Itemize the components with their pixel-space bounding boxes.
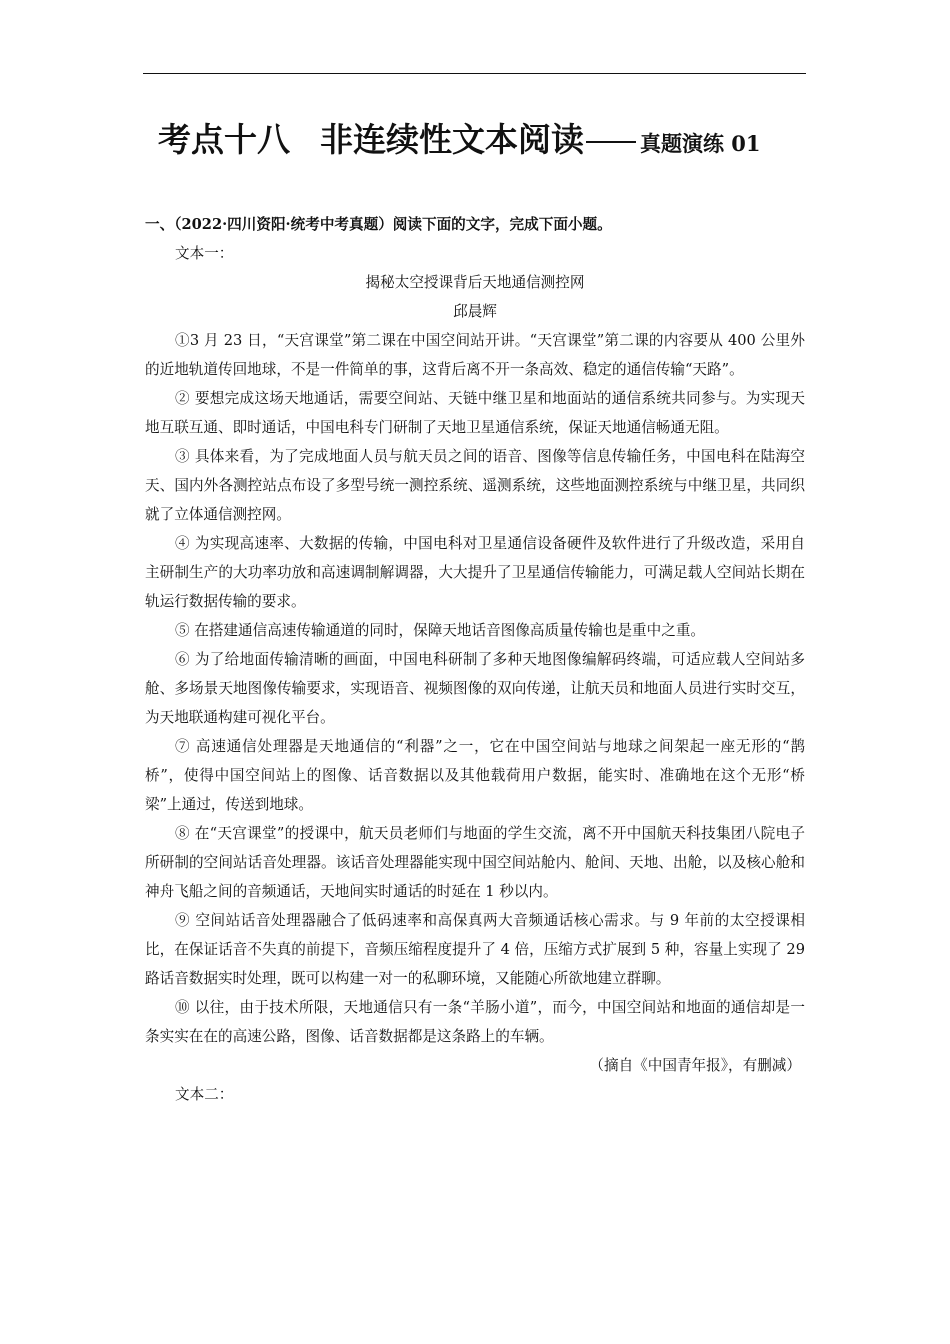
paragraph: ⑦ 高速通信处理器是天地通信的“利器”之一，它在中国空间站与地球之间架起一座无形的“鹊桥”，使得中国空间站上的图像、话音数据以及其他载荷用户数据，能实时、准确地在这个无形“桥梁”上通过，传送到地球。 (145, 738, 805, 813)
title-dash (586, 141, 636, 143)
title-name: 非连续性文本阅读 (320, 120, 584, 159)
text-two-label: 文本二： (175, 1086, 234, 1103)
document-body (145, 210, 805, 1109)
question-heading: 一、（2022·四川资阳·统考中考真题）阅读下面的文字，完成下面小题。 (145, 216, 612, 233)
text-one-label: 文本一： (175, 245, 234, 262)
header-rule (143, 73, 806, 74)
paragraph: ④ 为实现高速率、大数据的传输，中国电科对卫星通信设备硬件及软件进行了升级改造，采用自主研制生产的大功率功放和高速调制解调器，大大提升了卫星通信传输能力，可满足载人空间站长期在轨运行数据传输的要求。 (145, 535, 805, 610)
paragraph: ⑨ 空间站话音处理器融合了低码速率和高保真两大音频通话核心需求。与 9 年前的太空授课相比，在保证话音不失真的前提下，音频压缩程度提升了 4 倍，压缩方式扩展到 5 种，容量上实现了 29 路话音数据实时处理，既可以构建一对一的私聊环境，又能随心所欲地建立群聊。 (145, 912, 805, 987)
article-author: 邱晨辉 (453, 303, 497, 320)
paragraph: ①3 月 23 日，“天宫课堂”第二课在中国空间站开讲。“天宫课堂”第二课的内容要从 400 公里外的近地轨道传回地球，不是一件简单的事，这背后离不开一条高效、稳定的通信传输“天路”。 (145, 332, 805, 378)
paragraph: ⑥ 为了给地面传输清晰的画面，中国电科研制了多种天地图像编解码终端，可适应载人空间站多舱、多场景天地图像传输要求，实现语音、视频图像的双向传递，让航天员和地面人员进行实时交互，为天地联通构建可视化平台。 (145, 651, 805, 726)
article-title: 揭秘太空授课背后天地通信测控网 (365, 274, 585, 291)
page-title (158, 117, 818, 167)
paragraph: ⑤ 在搭建通信高速传输通道的同时，保障天地话音图像高质量传输也是重中之重。 (175, 622, 706, 639)
title-topic: 考点十八 (158, 120, 290, 159)
title-subtitle: 真题演练 01 (640, 131, 761, 156)
paragraph: ⑩ 以往，由于技术所限，天地通信只有一条“羊肠小道”，而今，中国空间站和地面的通信却是一条实实在在的高速公路，图像、话音数据都是这条路上的车辆。 (145, 999, 805, 1045)
source-note: （摘自《中国青年报》，有删减） (589, 1057, 801, 1074)
paragraph: ② 要想完成这场天地通话，需要空间站、天链中继卫星和地面站的通信系统共同参与。为实现天地互联互通、即时通话，中国电科专门研制了天地卫星通信系统，保证天地通信畅通无阻。 (145, 390, 805, 436)
paragraph: ⑧ 在“天宫课堂”的授课中，航天员老师们与地面的学生交流，离不开中国航天科技集团八院电子所研制的空间站话音处理器。该话音处理器能实现中国空间站舱内、舱间、天地、出舱，以及核心舱和神舟飞船之间的音频通话，天地间实时通话的时延在 1 秒以内。 (145, 825, 805, 900)
paragraph: ③ 具体来看，为了完成地面人员与航天员之间的语音、图像等信息传输任务，中国电科在陆海空天、国内外各测控站点布设了多型号统一测控系统、遥测系统，这些地面测控系统与中继卫星，共同织就了立体通信测控网。 (145, 448, 805, 523)
